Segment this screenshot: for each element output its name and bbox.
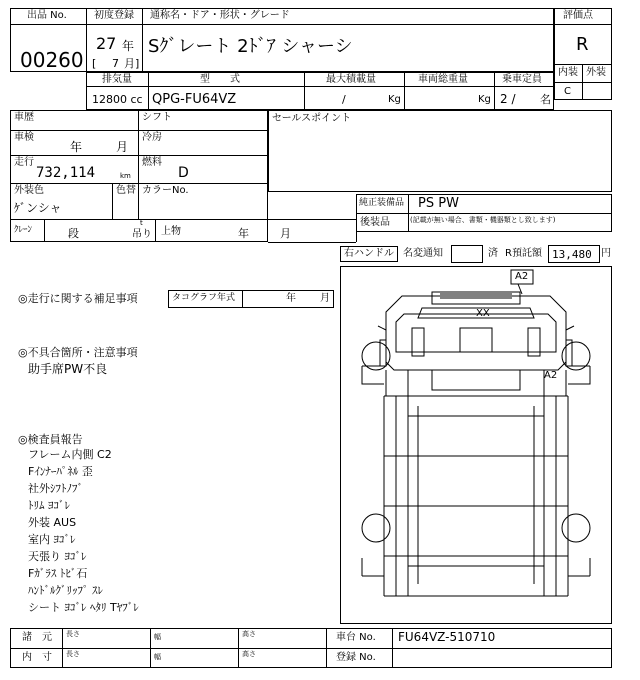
capacity-value: 2 / <box>500 92 516 106</box>
mount-label: 上物 <box>161 226 181 237</box>
damage-code-side: A2 <box>544 370 558 381</box>
damage-code-top: A2 <box>515 271 529 282</box>
shift-label: シフト <box>142 112 172 123</box>
inspector-report-item: シート ﾖｺﾞﾚ ﾍﾀﾘ Tﾔﾌﾞﾚ <box>28 601 139 614</box>
color-value: ｹﾞンシャ <box>14 201 62 215</box>
max-load-unit: Kg <box>388 94 401 105</box>
displacement-label: 排気量 <box>102 74 132 85</box>
name-change-label: 名変通知 <box>403 248 443 259</box>
recycle-label: R預託額 <box>505 248 542 259</box>
interior-label: 内装 <box>558 67 578 78</box>
aftermarket-note: (記載が無い場合、書類・機器類とし致します) <box>410 216 556 224</box>
inspector-report-item: 外装 AUS <box>28 516 77 529</box>
height-label: 高さ <box>242 630 256 638</box>
name-label: 通称名・ドア・形状・グレード <box>150 10 290 21</box>
lot-label: 出品 No. <box>27 10 67 21</box>
lot-number: 00260 <box>20 48 84 72</box>
model-value: QPG-FU64VZ <box>152 92 237 107</box>
selling-points-label: セールスポイント <box>272 113 352 124</box>
year-unit: 年 <box>122 39 135 53</box>
aftermarket-label: 後装品 <box>360 217 390 228</box>
height-inner-label: 高さ <box>242 650 256 658</box>
recycle-prefix: 済 <box>488 248 498 259</box>
defects-label: ◎不具合箇所・注意事項 <box>18 346 138 359</box>
crane-ton-unit: t <box>140 219 143 227</box>
gross-weight-unit: Kg <box>478 94 491 105</box>
interior-value: C <box>564 86 571 97</box>
mount-year: 年 <box>238 227 249 240</box>
tachograph-label: タコグラフ年式 <box>172 293 236 303</box>
capacity-label: 乗車定員 <box>502 74 542 85</box>
dims-label: 諸 元 <box>22 632 52 643</box>
inspector-report-item: 天張り ﾖｺﾞﾚ <box>28 550 87 563</box>
crane-hang-unit: 吊り <box>132 229 152 240</box>
defect-item: 助手席PW不良 <box>28 362 108 376</box>
yen-unit: 円 <box>601 248 611 259</box>
inspection-label: 車検 <box>14 132 34 143</box>
model-label: 型 式 <box>200 74 240 85</box>
color-change-label: 色替 <box>116 185 136 196</box>
mount-month: 月 <box>280 227 291 240</box>
grade-label: 評価点 <box>563 10 593 21</box>
dims-inner-label: 内 寸 <box>22 652 52 663</box>
tachograph-month: 月 <box>320 293 330 304</box>
inspector-report-item: ﾊﾝﾄﾞﾙｸﾞﾘｯﾌﾟ ｽﾚ <box>28 584 103 597</box>
mileage-value: 732,114 <box>36 165 96 181</box>
crane-stage-unit: 段 <box>68 227 79 240</box>
reg-label: 初度登録 <box>94 10 134 21</box>
reg-no-label: 登録 No. <box>336 652 376 663</box>
genuine-equipment-value: PS PW <box>418 196 459 211</box>
displacement-value: 12800 cc <box>92 93 143 106</box>
inspector-report-item: Fｲﾝﾅｰﾊﾟﾈﾙ 歪 <box>28 465 93 478</box>
inspection-year: 年 <box>70 140 83 154</box>
width-label: 幅 <box>154 633 161 641</box>
color-no-label: カラーNo. <box>142 185 189 196</box>
ac-label: 冷房 <box>142 132 162 143</box>
grade-value: R <box>576 34 589 55</box>
mileage-unit: km <box>120 172 131 180</box>
driving-notes-label: ◎走行に関する補足事項 <box>18 292 138 305</box>
capacity-unit: 名 <box>540 93 551 106</box>
mileage-label: 走行 <box>14 157 34 168</box>
history-label: 車歴 <box>14 112 34 123</box>
length-inner-label: 長さ <box>66 650 80 658</box>
chassis-value: FU64VZ-510710 <box>398 630 496 644</box>
steering-value: 右ハンドル <box>344 248 394 259</box>
reg-month: 7 <box>112 57 119 70</box>
gross-weight-label: 車両総重量 <box>418 74 468 85</box>
genuine-equipment-label: 純正装備品 <box>359 198 405 208</box>
damage-code-xx: XX <box>476 308 490 319</box>
color-label: 外装色 <box>14 185 44 196</box>
recycle-amount: 13,480 <box>552 248 592 261</box>
crane-label: ｸﾚｰﾝ <box>14 225 33 235</box>
fuel-label: 燃料 <box>142 157 162 168</box>
max-load-label: 最大積載量 <box>326 74 376 85</box>
inspector-report-item: ﾄﾘﾑ ﾖｺﾞﾚ <box>28 499 70 512</box>
month-unit: 月] <box>124 57 140 70</box>
inspector-report-item: フレーム内側 C2 <box>28 448 112 461</box>
fuel-value: D <box>178 165 189 181</box>
inspector-report-label: ◎検査員報告 <box>18 433 83 446</box>
length-label: 長さ <box>66 630 80 638</box>
inspector-report-item: 室内 ﾖｺﾞﾚ <box>28 533 76 546</box>
exterior-label: 外装 <box>586 67 606 78</box>
inspection-month: 月 <box>116 140 129 154</box>
max-load-value: / <box>342 93 346 106</box>
inspector-report-item: Fｶﾞﾗｽ ﾄﾋﾞ石 <box>28 567 88 580</box>
width-inner-label: 幅 <box>154 653 161 661</box>
reg-year: 27 <box>96 34 117 53</box>
chassis-label: 車台 No. <box>336 632 376 643</box>
tachograph-year: 年 <box>286 293 296 304</box>
name-change-box <box>451 245 483 263</box>
truck-outline <box>340 266 612 624</box>
reg-month-open: [ <box>92 57 97 70</box>
vehicle-name: Sｸﾞレート 2ﾄﾞｱ シャーシ <box>148 36 353 57</box>
inspector-report-item: 社外ｼﾌﾄﾉﾌﾞ <box>28 482 83 495</box>
